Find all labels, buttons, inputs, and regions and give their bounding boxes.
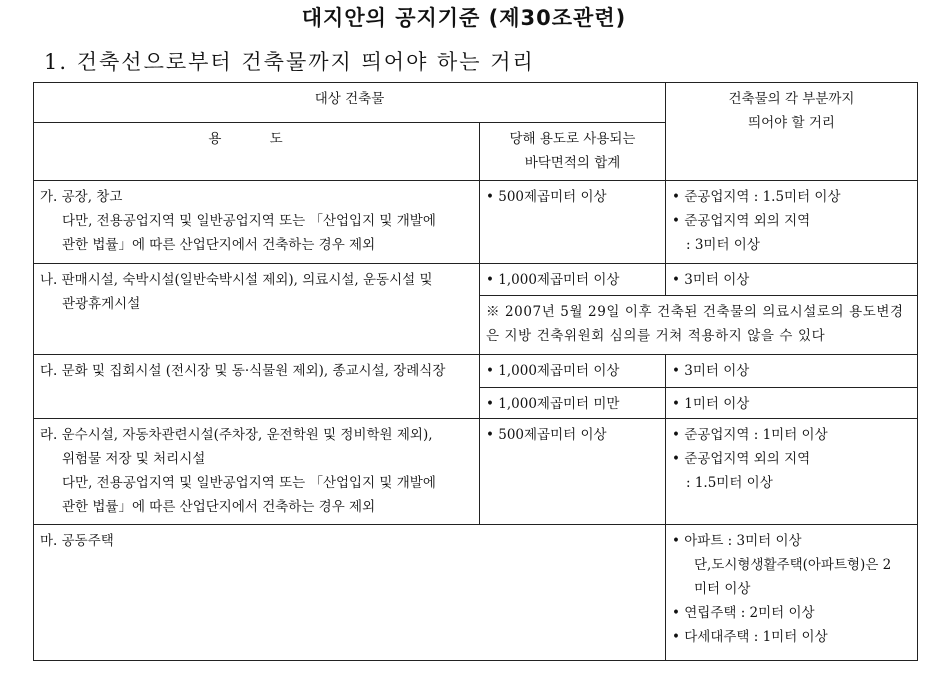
area-cell-na <box>480 264 666 296</box>
use-ra-line-3: 다만, 전용공업지역 및 일반공업지역 또는 「산업입지 및 개발에 <box>62 475 436 491</box>
distance-da-2: • 1미터 이상 <box>672 396 750 412</box>
distance-cell-ra <box>666 419 918 525</box>
distance-ga-line-3: : 3미터 이상 <box>686 237 760 253</box>
distance-ma-line-2: 단,도시형생활주택(아파트형)은 2 <box>694 557 892 573</box>
table-row-ra <box>34 419 918 525</box>
use-cell-ra <box>34 419 480 525</box>
area-cell-da-1 <box>480 355 666 388</box>
distance-cell-da-1 <box>666 355 918 388</box>
use-ma: 마. 공동주택 <box>40 533 114 549</box>
header-use <box>34 123 480 181</box>
table-row-ga <box>34 181 918 264</box>
distance-cell-ma <box>666 525 918 661</box>
use-ga-line-3: 관한 법률」에 따른 산업단지에서 건축하는 경우 제외 <box>62 237 376 253</box>
table-row-da-1 <box>34 355 918 388</box>
section-title: 1. 건축선으로부터 건축물까지 띄어야 하는 거리 <box>44 50 535 74</box>
distance-ra-line-1: • 준공업지역 : 1미터 이상 <box>672 427 828 443</box>
area-cell-ra <box>480 419 666 525</box>
header-distance-line-2: 띄어야 할 거리 <box>748 115 835 131</box>
distance-cell-ga <box>666 181 918 264</box>
use-cell-ma <box>34 525 666 661</box>
area-ra: • 500제곱미터 이상 <box>486 427 607 443</box>
distance-ma-line-1: • 아파트 : 3미터 이상 <box>672 533 802 549</box>
header-row-1 <box>34 83 918 123</box>
area-ga: • 500제곱미터 이상 <box>486 189 607 205</box>
use-na-line-2: 관광휴게시설 <box>62 296 141 312</box>
use-na-line-1: 나. 판매시설, 숙박시설(일반숙박시설 제외), 의료시설, 운동시설 및 <box>40 272 433 288</box>
setback-table <box>33 82 918 661</box>
distance-ma-line-3: 미터 이상 <box>694 581 751 597</box>
distance-ma-line-5: • 다세대주택 : 1미터 이상 <box>672 629 828 645</box>
use-ra-line-1: 라. 운수시설, 자동차관련시설(주차장, 운전학원 및 정비학원 제외), <box>40 427 433 443</box>
note-cell-na <box>480 296 918 355</box>
note-na-line-2: 은 지방 건축위원회 심의를 거쳐 적용하지 않을 수 있다 <box>486 328 826 344</box>
area-na: • 1,000제곱미터 이상 <box>486 272 620 288</box>
header-area-line-2: 바닥면적의 합계 <box>524 155 621 171</box>
distance-da-1: • 3미터 이상 <box>672 363 750 379</box>
header-area <box>480 123 666 181</box>
page-title: 대지안의 공지기준 (제30조관련) <box>301 6 627 30</box>
distance-cell-da-2 <box>666 388 918 419</box>
table-row-na <box>34 264 918 296</box>
distance-ra-line-2: • 준공업지역 외의 지역 <box>672 451 811 467</box>
use-ga-line-2: 다만, 전용공업지역 및 일반공업지역 또는 「산업입지 및 개발에 <box>62 213 436 229</box>
use-cell-da <box>34 355 480 419</box>
header-distance <box>666 83 918 181</box>
area-cell-ga <box>480 181 666 264</box>
use-ra-line-2: 위험물 저장 및 처리시설 <box>62 451 206 467</box>
use-cell-ga <box>34 181 480 264</box>
distance-ga-line-1: • 준공업지역 : 1.5미터 이상 <box>672 189 841 205</box>
area-cell-da-2 <box>480 388 666 419</box>
distance-ra-line-3: : 1.5미터 이상 <box>686 475 773 491</box>
header-target-building: 대상 건축물 <box>34 83 666 123</box>
header-area-line-1: 당해 용도로 사용되는 <box>509 131 636 147</box>
use-ra-line-4: 관한 법률」에 따른 산업단지에서 건축하는 경우 제외 <box>62 499 376 515</box>
use-da: 다. 문화 및 집회시설 (전시장 및 동·식물원 제외), 종교시설, 장례식장 <box>40 363 446 379</box>
distance-ga-line-2: • 준공업지역 외의 지역 <box>672 213 811 229</box>
use-cell-na <box>34 264 480 355</box>
distance-na: • 3미터 이상 <box>672 272 750 288</box>
distance-cell-na <box>666 264 918 296</box>
distance-ma-line-4: • 연립주택 : 2미터 이상 <box>672 605 815 621</box>
header-use-label: 용 도 <box>208 131 305 147</box>
table-row-ma <box>34 525 918 661</box>
header-distance-line-1: 건축물의 각 부분까지 <box>728 91 855 107</box>
area-da-2: • 1,000제곱미터 미만 <box>486 396 620 412</box>
use-ga-line-1: 가. 공장, 창고 <box>40 189 123 205</box>
area-da-1: • 1,000제곱미터 이상 <box>486 363 620 379</box>
note-na-line-1: ※ 2007년 5월 29일 이후 건축된 건축물의 의료시설로의 용도변경 <box>486 304 904 320</box>
